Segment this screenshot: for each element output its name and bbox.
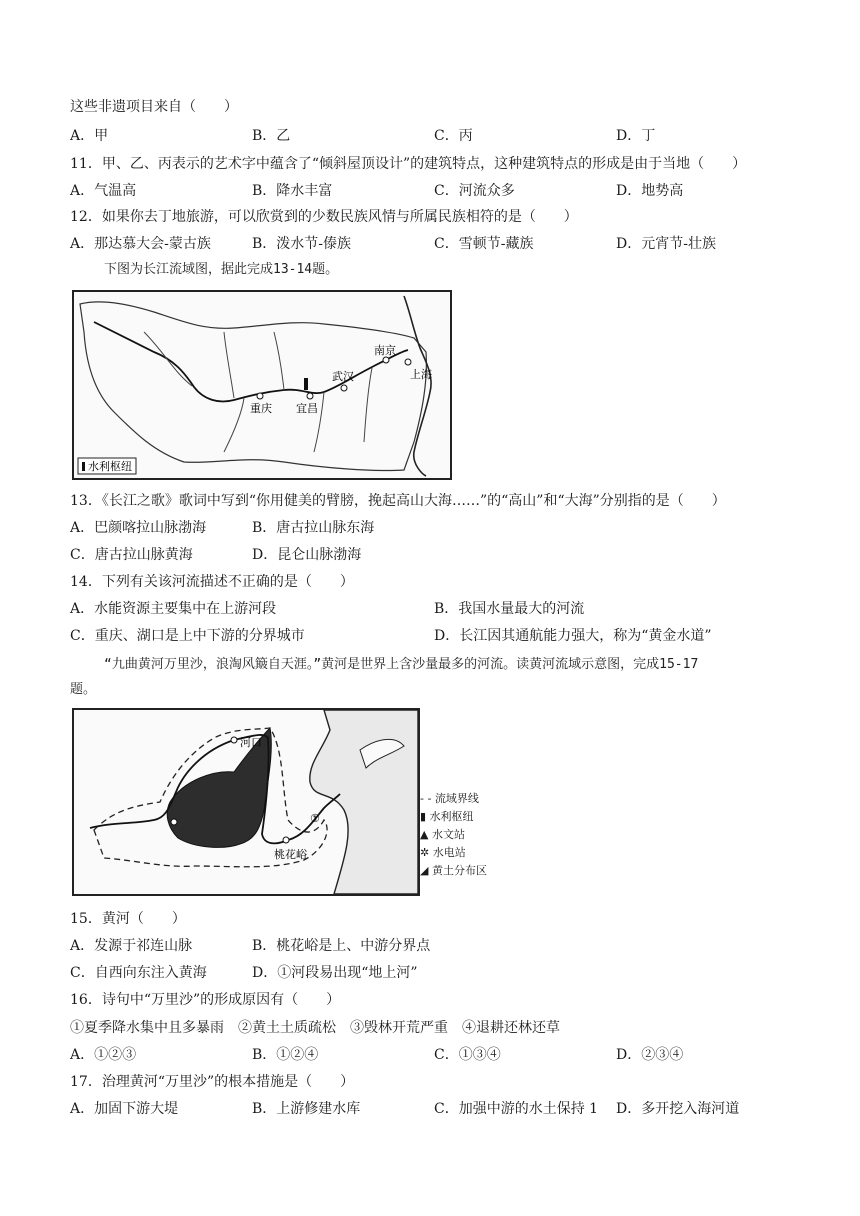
q16-statements: ①夏季降水集中且多暴雨 ②黄土土质疏松 ③毁林开荒严重 ④退耕还林还草 [70,1020,560,1036]
q12-option-a: A．那达慕大会-蒙古族 [70,236,211,252]
q11-stem: 11．甲、乙、丙表示的艺术字中蕴含了“倾斜屋顶设计”的建筑特点，这种建筑特点的形成是由于当地（ ） [70,156,747,172]
q15-option-a: A．发源于祁连山脉 [70,938,193,954]
label-hekou: 河口 [240,736,262,749]
q11-option-b: B．降水丰富 [252,183,333,199]
intro-yellow-line1: “九曲黄河万里沙，浪淘风簸自天涯。”黄河是世界上含沙量最多的河流。读黄河流域示意图，完成15-17 [104,657,699,672]
q13-option-c: C．唐古拉山脉黄海 [70,547,193,563]
legend-hydro-hub: ▮ 水利枢纽 [420,810,474,823]
yangtze-basin-map [72,290,452,480]
label-taohuayu: 桃花峪 [274,848,307,861]
q17-option-d: D．多开挖入海河道 [616,1101,740,1117]
q15-stem: 15．黄河（ ） [70,911,186,927]
q11-option-d: D．地势高 [616,183,684,199]
city-nanjing: 南京 [374,344,396,357]
q12-stem: 12．如果你去丁地旅游，可以欣赏到的少数民族风情与所属民族相符的是（ ） [70,209,578,225]
q16-option-d: D．②③④ [616,1047,684,1063]
q10-stem: 这些非遗项目来自（ ） [70,99,238,115]
q10-option-c: C．丙 [434,128,473,144]
q14-option-d: D．长江因其通航能力强大，称为“黄金水道” [434,628,712,644]
yellow-river-legend [420,790,487,880]
q16-option-c: C．①③④ [434,1047,501,1063]
city-yichang: 宜昌 [296,402,318,415]
q13-option-b: B．唐古拉山脉东海 [252,520,375,536]
q13-option-a: A．巴颜喀拉山脉渤海 [70,520,207,536]
legend-hydro-hub: 水利枢纽 [88,460,132,473]
q11-option-a: A．气温高 [70,183,137,199]
q15-option-d: D．①河段易出现“地上河” [252,965,418,981]
q12-option-b: B．泼水节-傣族 [252,236,352,252]
gear-icon: ✲ [420,846,430,859]
q10-option-a: A．甲 [70,128,109,144]
hydro-hub-icon: ▮ [420,810,427,823]
q17-option-a: A．加固下游大堤 [70,1101,179,1117]
legend-boundary: - - 流域界线 [420,792,479,805]
q17-option-c: C．加强中游的水土保持 1 [434,1101,599,1117]
q11-option-c: C．河流众多 [434,183,515,199]
yellow-river-basin-map [72,708,420,896]
q14-stem: 14．下列有关该河流描述不正确的是（ ） [70,574,354,590]
city-shanghai: 上海 [410,368,432,381]
q15-option-b: B．桃花峪是上、中游分界点 [252,938,431,954]
label-segment-1: ① [310,812,320,825]
loess-icon: ◢ [420,864,429,877]
q13-option-d: D．昆仑山脉渤海 [252,547,362,563]
triangle-icon: ▲ [420,828,429,841]
q17-option-b: B．上游修建水库 [252,1101,361,1117]
city-wuhan: 武汉 [332,370,354,383]
city-chongqing: 重庆 [250,402,272,415]
q14-option-b: B．我国水量最大的河流 [434,601,585,617]
q13-stem: 13．《长江之歌》歌词中写到“你用健美的臂膀，挽起高山大海……”的“高山”和“大海”分别指的是（ ） [70,493,726,509]
q14-option-c: C．重庆、湖口是上中下游的分界城市 [70,628,305,644]
q10-option-d: D．丁 [616,128,656,144]
q17-stem: 17．治理黄河“万里沙”的根本措施是（ ） [70,1074,355,1090]
legend-gauge-station: ▲ 水文站 [420,828,465,841]
q15-option-c: C．自西向东注入黄海 [70,965,207,981]
legend-loess: ◢ 黄土分布区 [420,864,487,877]
q16-option-b: B．①②④ [252,1047,319,1063]
q16-stem: 16．诗句中“万里沙”的形成原因有（ ） [70,992,341,1008]
q14-option-a: A．水能资源主要集中在上游河段 [70,601,277,617]
q16-option-a: A．①②③ [70,1047,137,1063]
intro-yellow-line2: 题。 [70,682,97,697]
q10-option-b: B．乙 [252,128,291,144]
q12-option-c: C．雪顿节-藏族 [434,236,534,252]
intro-yangtze: 下图为长江流域图，据此完成13-14题。 [104,262,339,277]
legend-power-station: ✲ 水电站 [420,846,466,859]
hydro-hub-icon [82,462,85,471]
q12-option-d: D．元宵节-壮族 [616,236,716,252]
